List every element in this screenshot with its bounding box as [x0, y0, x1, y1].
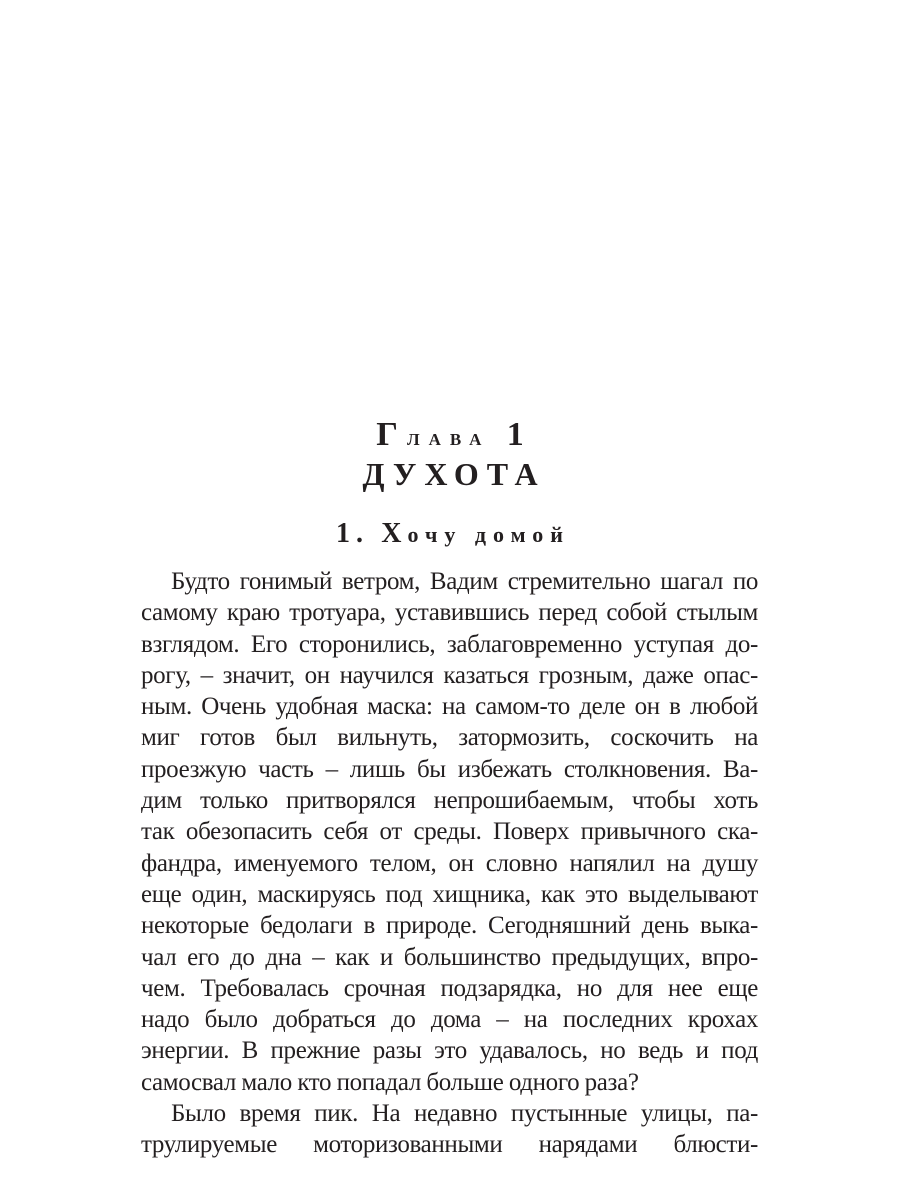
text-line: миг готов был вильнуть, затормозить, соскочить на — [141, 724, 758, 752]
text-line: чал его до дна – как и большинство предыдущих, впро- — [141, 943, 758, 971]
text-line: фандра, именуемого телом, он словно напялил на душу — [141, 849, 758, 877]
text-line: трулируемые моторизованными нарядами блюсти- — [141, 1131, 758, 1159]
section-number: 1. — [336, 518, 370, 549]
body-text — [141, 566, 758, 1161]
text-line: энергии. В прежние разы это удавалось, но ведь и под — [141, 1037, 758, 1065]
section-title — [0, 518, 900, 551]
text-line: так обезопасить себя от среды. Поверх привычного ска- — [141, 818, 758, 846]
text-line: ным. Очень удобная маска: на самом-то деле он в любой — [141, 693, 758, 721]
text-line: дим только притворялся непрошибаемым, чтобы хоть — [141, 787, 758, 815]
text-line: некоторые бедолаги в природе. Сегодняшний день выка- — [141, 912, 758, 940]
paragraph — [141, 566, 758, 1098]
text-line: Будто гонимый ветром, Вадим стремительно шагал по — [171, 568, 758, 595]
section-title-initial: Х — [381, 518, 408, 549]
text-line: Было время пик. На недавно пустынные улицы, па- — [171, 1100, 758, 1128]
text-line: надо было добраться до дома – на последних крохах — [141, 1006, 758, 1034]
text-line: чем. Требовалась срочная подзарядка, но для нее еще — [141, 974, 758, 1002]
chapter-number: 1 — [506, 416, 533, 453]
text-line: рогу, – значит, он научился казаться грозным, даже опас- — [141, 661, 758, 689]
section-title-rest: очу домой — [407, 522, 570, 547]
text-line: самосвал мало кто попадал больше одного раза? — [141, 1068, 639, 1096]
chapter-label-initial: Г — [376, 416, 407, 453]
text-line: еще один, маскируясь под хищника, как это выделывают — [141, 880, 758, 908]
paragraph — [141, 1098, 758, 1161]
chapter-title: ДУХОТА — [362, 456, 546, 492]
text-line: самому краю тротуара, уставившись перед собой стылым — [141, 599, 758, 627]
chapter-label-word: лава — [406, 425, 491, 451]
text-line: проезжую часть – лишь бы избежать столкновения. Ва- — [141, 755, 758, 783]
text-line: взглядом. Его сторонились, заблаговременно уступая до- — [141, 630, 758, 658]
chapter-label — [0, 416, 900, 454]
